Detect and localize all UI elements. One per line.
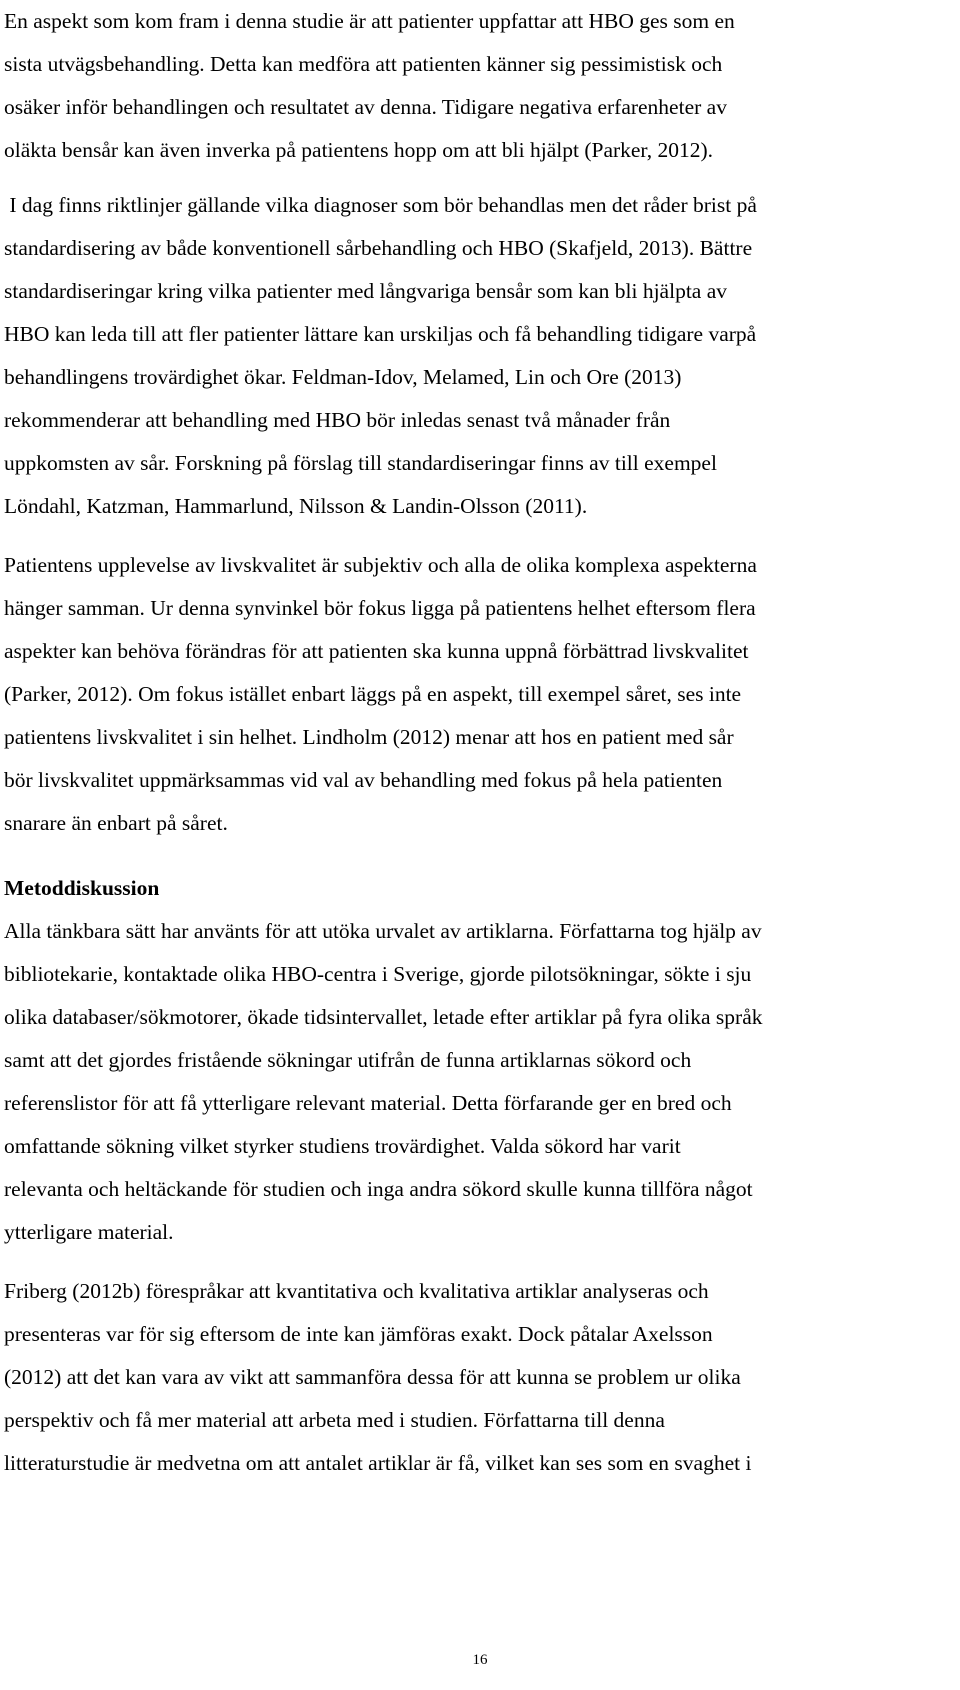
text-line: relevanta och heltäckande för studien och inga andra sökord skulle kunna tillföra något (4, 1177, 753, 1201)
text-line: oläkta bensår kan även inverka på patientens hopp om att bli hjälpt (Parker, 2012). (4, 138, 714, 162)
text-line: referenslistor för att få ytterligare relevant material. Detta förfarande ger en bred och (4, 1091, 732, 1115)
text-line: rekommenderar att behandling med HBO bör inledas senast två månader från (4, 408, 671, 432)
text-line: perspektiv och få mer material att arbeta med i studien. Författarna till denna (4, 1408, 665, 1432)
text-line: presenteras var för sig eftersom de inte kan jämföras exakt. Dock påtalar Axelsson (4, 1322, 713, 1346)
text-line: (Parker, 2012). Om fokus istället enbart läggs på en aspekt, till exempel såret, ses inte (4, 682, 742, 706)
text-line: Alla tänkbara sätt har använts för att utöka urvalet av artiklarna. Författarna tog hjälp av (4, 919, 762, 943)
paragraph-guidelines (4, 184, 930, 528)
text-line: bör livskvalitet uppmärksammas vid val av behandling med fokus på hela patienten (4, 768, 723, 792)
text-line: uppkomsten av sår. Forskning på förslag till standardiseringar finns av till exempel (4, 451, 717, 475)
text-line: hänger samman. Ur denna synvinkel bör fokus ligga på patientens helhet eftersom flera (4, 596, 756, 620)
text-line: behandlingens trovärdighet ökar. Feldman-Idov, Melamed, Lin och Ore (2013) (4, 365, 682, 389)
text-line: bibliotekarie, kontaktade olika HBO-centra i Sverige, gjorde pilotsökningar, sökte i sju (4, 962, 752, 986)
text-line: litteraturstudie är medvetna om att antalet artiklar är få, vilket kan ses som en svaghet i (4, 1451, 752, 1475)
text-line: olika databaser/sökmotorer, ökade tidsintervallet, letade efter artiklar på fyra olika språk (4, 1005, 763, 1029)
page-number: 16 (472, 1652, 488, 1668)
text-line: Friberg (2012b) förespråkar att kvantitativa och kvalitativa artiklar analyseras och (4, 1279, 709, 1303)
text-line: HBO kan leda till att fler patienter lättare kan urskiljas och få behandling tidigare varpå (4, 322, 757, 346)
text-line: aspekter kan behöva förändras för att patienten ska kunna uppnå förbättrad livskvalitet (4, 639, 749, 663)
text-line: snarare än enbart på såret. (4, 811, 228, 835)
paragraph-hbo-perception (4, 0, 930, 172)
paragraph-analysis-method (4, 1270, 930, 1485)
text-line: sista utvägsbehandling. Detta kan medföra att patienten känner sig pessimistisk och (4, 52, 723, 76)
section-heading: Metoddiskussion (4, 876, 160, 900)
text-line: omfattande sökning vilket styrker studiens trovärdighet. Valda sökord har varit (4, 1134, 681, 1158)
text-line: standardisering av både konventionell sårbehandling och HBO (Skafjeld, 2013). Bättre (4, 236, 753, 260)
text-line: ytterligare material. (4, 1220, 174, 1244)
paragraph-search-method (4, 910, 930, 1254)
text-line: standardiseringar kring vilka patienter med långvariga bensår som kan bli hjälpta av (4, 279, 728, 303)
text-line: En aspekt som kom fram i denna studie är att patienter uppfattar att HBO ges som en (4, 9, 735, 33)
text-line: patientens livskvalitet i sin helhet. Lindholm (2012) menar att hos en patient med sår (4, 725, 734, 749)
text-line: samt att det gjordes fristående sökningar utifrån de funna artiklarnas sökord och (4, 1048, 692, 1072)
text-line: I dag finns riktlinjer gällande vilka diagnoser som bör behandlas men det råder brist på (4, 193, 757, 217)
text-line: Löndahl, Katzman, Hammarlund, Nilsson & Landin-Olsson (2011). (4, 494, 588, 518)
paragraph-quality-of-life (4, 544, 930, 845)
text-line: osäker inför behandlingen och resultatet av denna. Tidigare negativa erfarenheter av (4, 95, 727, 119)
text-line: (2012) att det kan vara av vikt att sammanföra dessa för att kunna se problem ur olika (4, 1365, 741, 1389)
text-line: Patientens upplevelse av livskvalitet är subjektiv och alla de olika komplexa aspekterna (4, 553, 757, 577)
section-method-discussion (4, 867, 930, 1485)
